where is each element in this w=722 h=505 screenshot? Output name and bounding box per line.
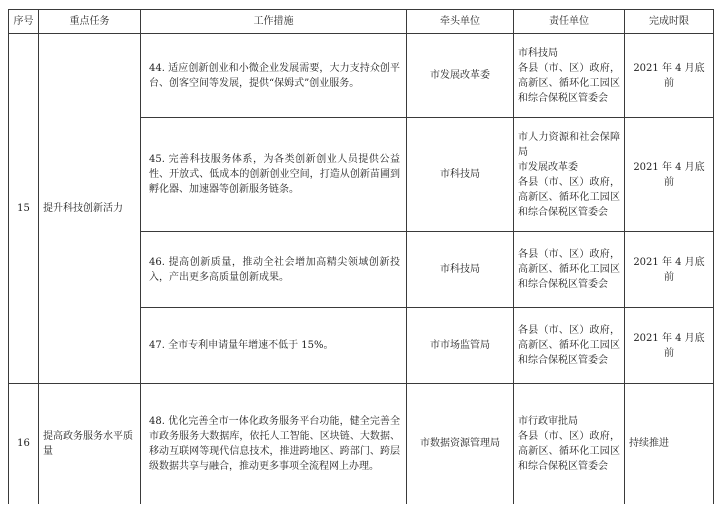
row-lead-unit: 市科技局 [407,232,514,308]
row-lead-unit: 市科技局 [407,118,514,232]
row-responsible-unit [514,308,625,384]
row-responsible-unit [514,118,625,232]
row-measure: 47. 全市专利申请量年增速不低于 15%。 [141,308,407,384]
row-responsible-unit [514,232,625,308]
responsible-line: 市发展改革委 [518,161,578,173]
responsible-line: 市人力资源和社会保障局 [518,131,620,158]
row-measure: 44. 适应创新创业和小微企业发展需要，大力支持众创平台、创客空间等发展，提供“保姆式”创业服务。 [141,34,407,118]
responsible-line: 各县（市、区）政府，高新区、循环化工园区和综合保税区管委会 [518,249,620,290]
header-row [9,10,714,34]
header-responsible-unit: 责任单位 [514,10,625,34]
row-seq: 15 [9,34,39,384]
responsible-line: 市行政审批局 [518,415,578,427]
row-lead-unit: 市数据资源管理局 [407,384,514,504]
responsible-line: 各县（市、区）政府，高新区、循环化工园区和综合保税区管委会 [518,430,620,472]
header-task: 重点任务 [39,10,141,34]
responsible-line: 各县（市、区）政府，高新区、循环化工园区和综合保税区管委会 [518,62,620,104]
table-row [9,34,714,118]
header-seq: 序号 [9,10,39,34]
header-lead-unit: 牵头单位 [407,10,514,34]
row-measure: 45. 完善科技服务体系，为各类创新创业人员提供公益性、开放式、低成本的创新创业空间，打造从创新苗圃到孵化器、加速器等创新服务链条。 [141,118,407,232]
row-deadline: 2021 年 4 月底前 [625,308,714,384]
row-deadline: 持续推进 [625,384,714,504]
row-measure: 48. 优化完善全市一体化政务服务平台功能，健全完善全市政务服务大数据库，依托人工智能、区块链、大数据、移动互联网等现代信息技术，推进跨地区、跨部门、跨层级数据共享与融合，推动更多事项全流程网上办理。 [141,384,407,504]
row-lead-unit: 市发展改革委 [407,34,514,118]
row-responsible-unit [514,384,625,504]
row-measure: 46. 提高创新质量，推动全社会增加高精尖领域创新投入，产出更多高质量创新成果。 [141,232,407,308]
work-measures-table [8,9,714,504]
row-lead-unit: 市市场监管局 [407,308,514,384]
responsible-line: 各县（市、区）政府，高新区、循环化工园区和综合保税区管委会 [518,325,620,366]
header-deadline: 完成时限 [625,10,714,34]
responsible-line: 市科技局 [518,47,558,59]
responsible-line: 各县（市、区）政府，高新区、循环化工园区和综合保税区管委会 [518,176,620,218]
row-task: 提升科技创新活力 [39,34,141,384]
header-measure: 工作措施 [141,10,407,34]
row-deadline: 2021 年 4 月底前 [625,232,714,308]
row-seq: 16 [9,384,39,504]
row-deadline: 2021 年 4 月底前 [625,34,714,118]
row-deadline: 2021 年 4 月底前 [625,118,714,232]
row-task: 提高政务服务水平质量 [39,384,141,504]
table-row [9,384,714,504]
row-responsible-unit [514,34,625,118]
